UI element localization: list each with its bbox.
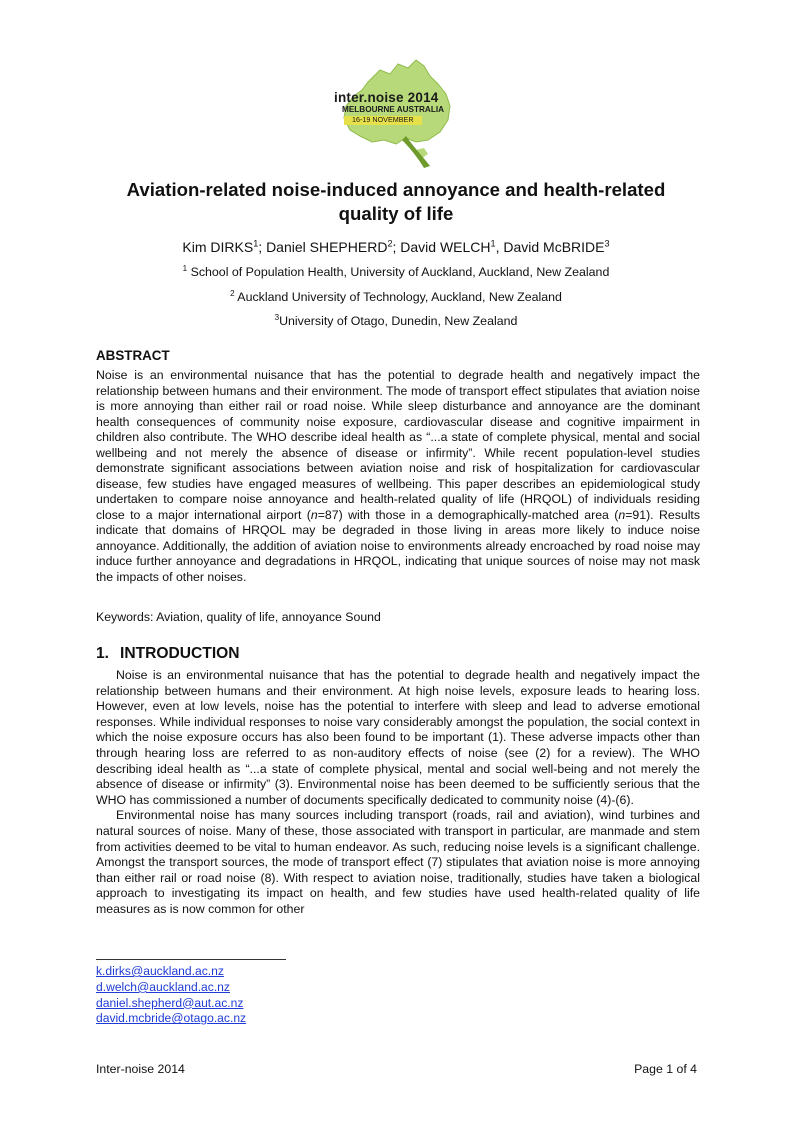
section-title: INTRODUCTION <box>120 645 240 662</box>
author-affil-mark: 2 <box>387 238 393 249</box>
affiliation <box>96 314 696 328</box>
email-link[interactable]: daniel.shepherd@aut.ac.nz <box>96 995 244 1010</box>
author-separator: , <box>495 239 504 255</box>
abstract-text: =87) with those in a demographically-matched area ( <box>317 507 619 522</box>
author-name: David McBRIDE <box>503 239 605 255</box>
paper-title: Aviation-related noise-induced annoyance and health-related quality of life <box>126 179 666 224</box>
paragraph: Noise is an environmental nuisance that has the potential to degrade health and negatively impact the relationship between humans and their environment. At high noise levels, exposure leads to hearing loss. However, even at low levels, noise has the potential to interfere with sleep and lead to adverse emotional responses. While individual responses to noise vary considerably amongst the population, the social context in which the noise exposure occurs has also been found to be important (1). These adverse impacts other than through hearing loss are referred to as non-auditory effects of noise (see (2) for a review). The WHO describing ideal health as “...a state of complete physical, mental and social well-being and not merely the absence of disease or infirmity” (3). Environmental noise has been deemed to be sufficiently serious that the WHO has commissioned a number of documents specifically dedicated to community noise (4)-(6). <box>96 668 700 807</box>
email-link[interactable]: k.dirks@auckland.ac.nz <box>96 964 224 978</box>
author-list <box>96 239 696 255</box>
abstract-text: =91). Results indicate that domains of HRQOL may be degraded in those living in areas more likely to induce noise annoyance. Additionally, the addition of aviation noise to environments already encroached by road noise may induce further annoyance and degradations in HRQOL, indicating that unique sources of noise may not mask the impacts of other noises. <box>96 507 700 584</box>
footer-conference: Inter-noise 2014 <box>96 1062 185 1076</box>
author-affil-mark: 1 <box>253 238 259 249</box>
affil-mark: 1 <box>182 263 188 273</box>
author-name: Kim DIRKS <box>182 239 254 255</box>
abstract-text: Noise is an environmental nuisance that has the potential to degrade health and negatively impact the relationship between humans and their environment. The mode of transport effect stipulates that aviation noise is more annoying than either rail or road noise. While sleep disturbance and annoyance are the dominant health consequences of community noise exposure, cardiovascular disease and cognitive impairment in children also contribute. The WHO describe ideal health as “...a state of complete physical, mental and social wellbeing and not merely the absence of disease or infirmity”. While recent population-level studies demonstrate significant associations between aviation noise and risk of hospitalization for cardiovascular disease, few studies have engaged measures of wellbeing. This paper describes an epidemiological study undertaken to compare noise annoyance and health-related quality of life (HRQOL) of individuals residing close to a major international airport ( <box>96 368 700 522</box>
affil-text: School of Population Health, University of Auckland, Auckland, New Zealand <box>187 265 610 279</box>
footnote-rule <box>96 959 286 960</box>
footer-page-number: Page 1 of 4 <box>634 1062 697 1076</box>
logo-location: MELBOURNE AUSTRALIA <box>342 105 445 114</box>
author-separator: ; <box>392 239 401 255</box>
affil-mark: 3 <box>274 312 280 322</box>
logo-date: 16-19 NOVEMBER <box>352 115 414 124</box>
sample-size-symbol: n <box>310 507 318 522</box>
affiliation <box>96 290 696 304</box>
paragraph: Environmental noise has many sources including transport (roads, rail and aviation), wind turbines and natural sources of noise. Many of these, those associated with transport in particular, are manmade and stem from activities deemed to be vital to human endeavor. As such, reducing noise levels is a significant challenge. Amongst the transport sources, the mode of transport effect (7) stipulates that aviation noise is more annoying than either rail or road noise (8). With respect to aviation noise, traditionally, studies have taken a biological approach to investigating its impact on health, and few studies have used health-related quality of life measures as is now common for other <box>96 808 700 916</box>
keywords: Keywords: Aviation, quality of life, annoyance Sound <box>96 610 381 624</box>
email-link[interactable]: d.welch@auckland.ac.nz <box>96 979 230 994</box>
author-affil-mark: 3 <box>604 238 610 249</box>
email-link[interactable]: david.mcbride@otago.ac.nz <box>96 1011 247 1026</box>
australia-map-icon <box>320 54 470 174</box>
affiliation <box>96 265 696 279</box>
author-affil-mark: 1 <box>490 238 496 249</box>
conference-logo <box>320 54 470 174</box>
author-separator: ; <box>258 239 267 255</box>
sample-size-symbol: n <box>618 507 626 522</box>
section-number: 1. <box>96 645 110 662</box>
author-name: Daniel SHEPHERD <box>266 239 388 255</box>
footnote-emails <box>96 964 246 1027</box>
section-heading-introduction <box>96 645 240 663</box>
abstract-heading: ABSTRACT <box>96 348 170 363</box>
affil-mark: 2 <box>230 288 235 298</box>
author-name: David WELCH <box>400 239 491 255</box>
logo-title: inter.noise 2014 <box>334 90 439 105</box>
introduction-body <box>96 668 700 918</box>
abstract-body <box>96 368 700 585</box>
affil-text: Auckland University of Technology, Auckland, New Zealand <box>234 290 562 304</box>
affil-text: University of Otago, Dunedin, New Zealand <box>279 314 518 328</box>
